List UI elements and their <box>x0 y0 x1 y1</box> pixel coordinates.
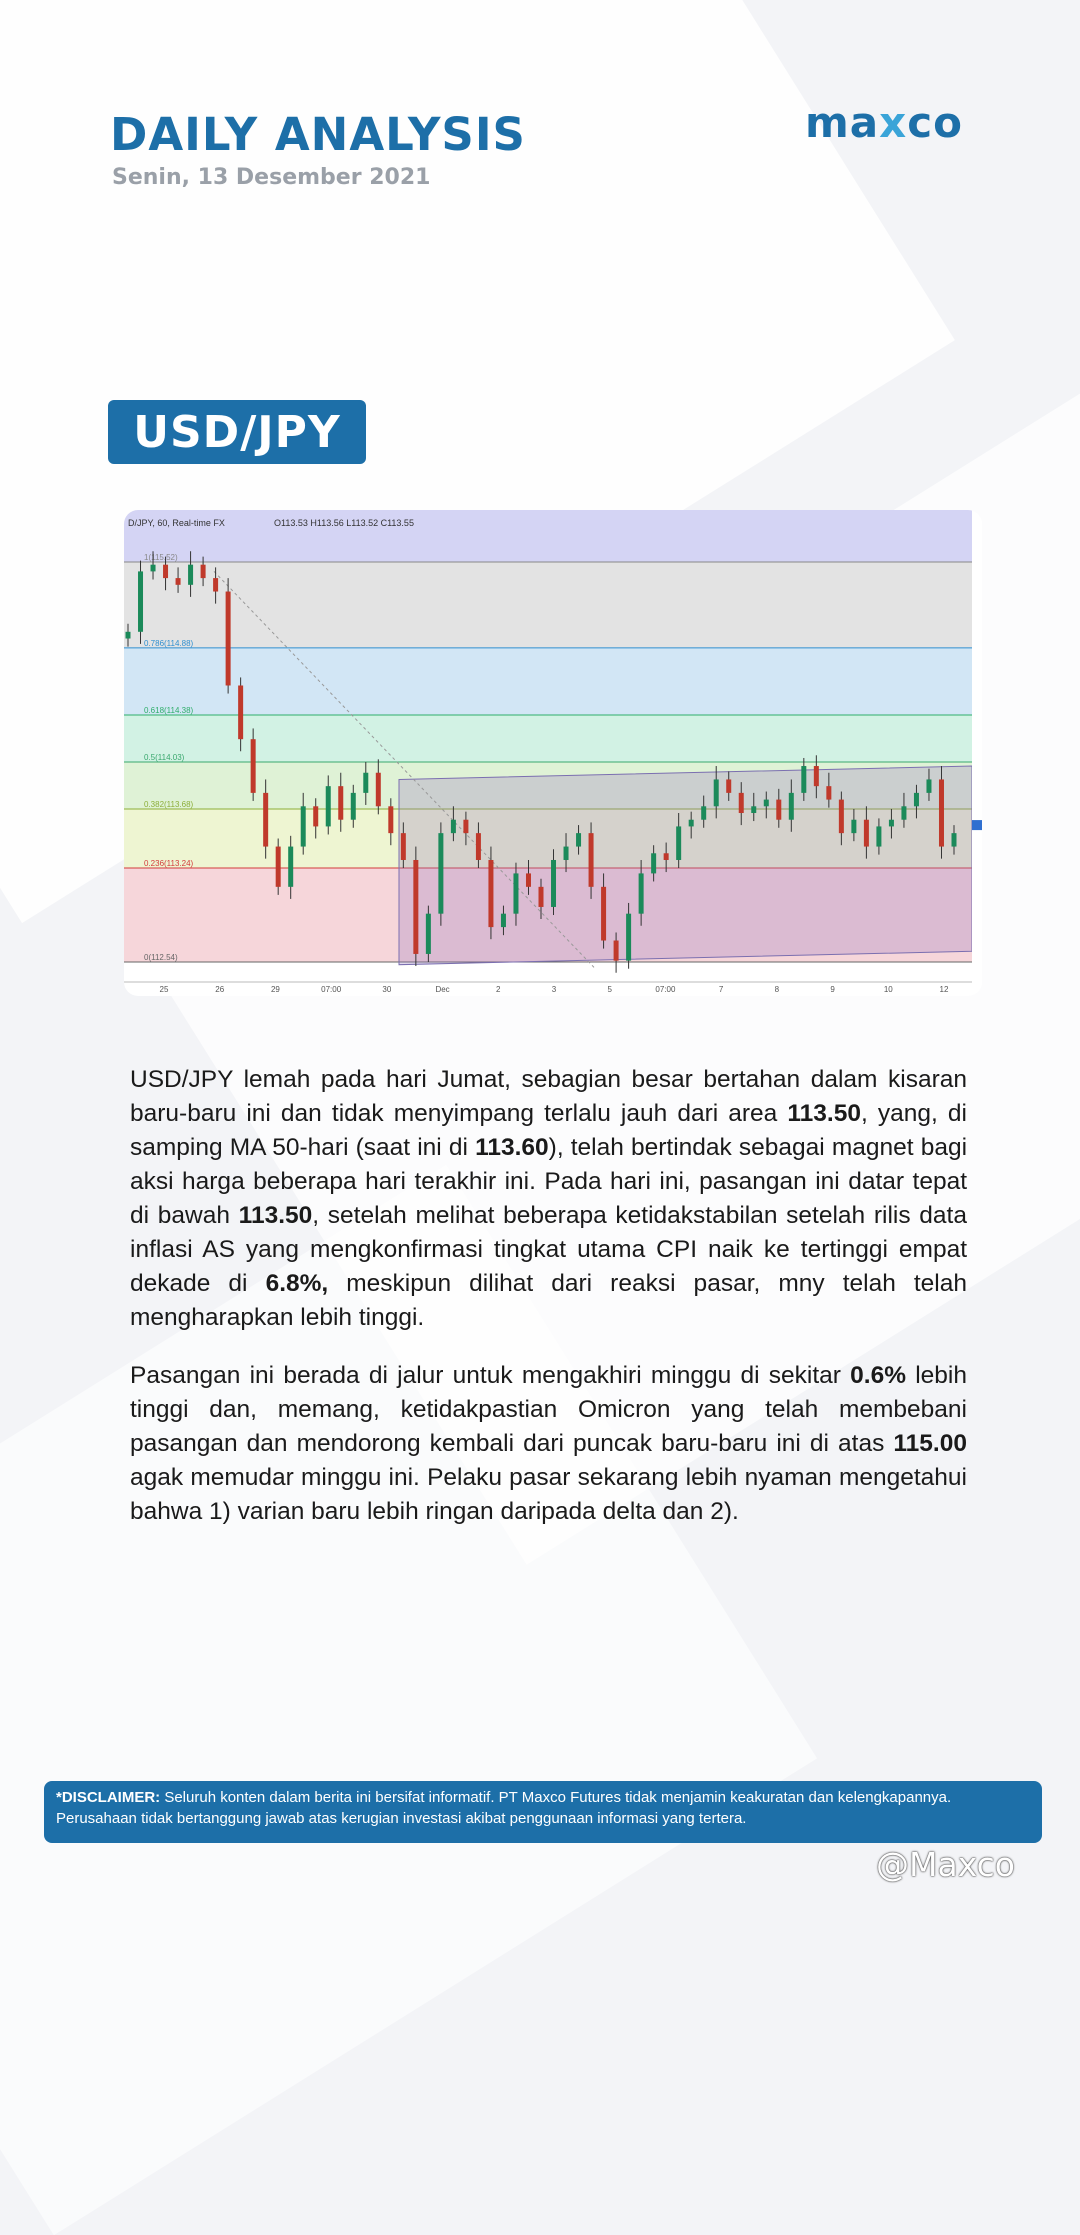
candle-body <box>789 793 794 820</box>
candle-body <box>263 793 268 847</box>
x-tick-label: 12 <box>939 985 949 994</box>
candle-body <box>451 820 456 833</box>
candle-body <box>864 820 869 847</box>
candle-body <box>313 806 318 826</box>
candle-body <box>276 847 281 887</box>
fib-zone <box>124 648 972 715</box>
chart-ohlc: O113.53 H113.56 L113.52 C113.55 <box>274 518 414 528</box>
candle-body <box>413 860 418 954</box>
chart-svg <box>124 510 982 996</box>
candle-body <box>626 914 631 961</box>
page-title: DAILY ANALYSIS <box>110 108 526 161</box>
x-tick-label: 3 <box>551 985 557 994</box>
range-channel <box>399 766 972 965</box>
candle-body <box>701 806 706 819</box>
candle-body <box>651 853 656 873</box>
candle-body <box>363 773 368 793</box>
analysis-article <box>130 1063 967 1553</box>
candle-body <box>901 806 906 819</box>
x-tick-label: 10 <box>883 985 893 994</box>
candle-body <box>151 565 156 572</box>
candle-body <box>726 779 731 792</box>
candle-body <box>926 779 931 792</box>
candle-body <box>251 739 256 793</box>
currency-pair-badge <box>108 400 366 464</box>
candle-body <box>288 847 293 887</box>
candle-body <box>401 833 406 860</box>
candle-body <box>814 766 819 786</box>
candle-body <box>839 800 844 834</box>
candle-body <box>126 632 131 639</box>
candle-body <box>513 873 518 913</box>
report-date: Senin, 13 Desember 2021 <box>112 165 431 190</box>
candle-body <box>539 887 544 907</box>
watermark: @Maxco <box>876 1845 1015 1884</box>
candle-body <box>551 860 556 907</box>
candle-body <box>639 873 644 913</box>
price-chart <box>124 510 982 996</box>
disclaimer-box <box>44 1781 1042 1843</box>
fib-level-label: 0(112.54) <box>144 953 178 962</box>
candle-body <box>488 860 493 927</box>
x-tick-label: 5 <box>607 985 612 994</box>
candle-body <box>751 806 756 813</box>
currency-pair-label: USD/JPY <box>133 406 341 458</box>
x-tick-label: 07:00 <box>321 985 342 994</box>
x-tick-label: Dec <box>435 985 450 994</box>
candle-body <box>876 826 881 846</box>
candle-body <box>589 833 594 887</box>
candle-body <box>388 806 393 833</box>
candle-body <box>952 833 957 846</box>
candle-body <box>438 833 443 914</box>
disclaimer-label: *DISCLAIMER: <box>56 1789 161 1806</box>
article-paragraph-1: USD/JPY lemah pada hari Jumat, sebagian besar bertahan dalam kisaran baru-baru ini dan tidak menyimpang terlalu jauh dari area 113.50, yang, di samping MA 50-hari (saat ini di 113.60), telah bertindak sebagai magnet bagi aksi harga beberapa hari terakhir ini. Pada hari ini, pasangan ini datar tepat di bawah 113.50, setelah melihat beberapa ketidakstabilan setelah rilis data inflasi AS yang mengkonfirmasi tingkat utama CPI naik ke tertinggi empat dekade di 6.8%, meskipun dilihat dari reaksi pasar, mny telah telah mengharapkan lebih tinggi. <box>130 1066 968 1331</box>
x-tick-label: 2 <box>496 985 501 994</box>
candle-body <box>576 833 581 846</box>
price-axis <box>972 510 982 996</box>
candle-body <box>238 685 243 739</box>
candle-body <box>601 887 606 941</box>
candle-body <box>338 786 343 820</box>
candle-body <box>176 578 181 585</box>
candle-body <box>676 826 681 860</box>
current-price-marker <box>972 820 982 830</box>
candle-body <box>526 873 531 886</box>
candle-body <box>689 820 694 827</box>
maxco-logo: maxco <box>805 98 963 147</box>
candle-body <box>889 820 894 827</box>
fib-level-label: 0.5(114.03) <box>144 753 185 762</box>
candle-body <box>776 800 781 820</box>
candle-body <box>664 853 669 860</box>
disclaimer-text: Seluruh konten dalam berita ini bersifat informatif. PT Maxco Futures tidak menjamin keakuratan dan kelengkapannya. Perusahaan tidak bertanggung jawab atas kerugian investasi akibat penggunaan informasi yang tertera. <box>56 1789 952 1827</box>
candle-body <box>188 565 193 585</box>
candle-body <box>564 847 569 860</box>
candle-body <box>739 793 744 813</box>
chart-title: D/JPY, 60, Real-time FX <box>128 518 225 528</box>
candle-body <box>764 800 769 807</box>
candle-body <box>851 820 856 833</box>
candle-body <box>463 820 468 833</box>
candle-body <box>614 941 619 961</box>
chart-header-band <box>124 510 972 562</box>
candle-body <box>326 786 331 826</box>
candle-body <box>501 914 506 927</box>
candle-body <box>376 773 381 807</box>
x-tick-label: 30 <box>382 985 392 994</box>
x-tick-label: 7 <box>718 985 724 994</box>
x-tick-label: 25 <box>159 985 169 994</box>
fib-level-label: 0.236(113.24) <box>144 859 194 869</box>
candle-body <box>301 806 306 846</box>
candle-body <box>351 793 356 820</box>
article-paragraph-2: Pasangan ini berada di jalur untuk mengakhiri minggu di sekitar 0.6% lebih tinggi dan, memang, ketidakpastian Omicron yang telah membebani pasangan dan mendorong kembali dari puncak baru-baru ini di atas 115.00 agak memudar minggu ini. Pelaku pasar sekarang lebih nyaman mengetahui bahwa 1) varian baru lebih ringan daripada delta dan 2). <box>130 1362 967 1525</box>
fib-level-label: 0.786(114.88) <box>144 638 194 648</box>
fib-level-label: 0.382(113.68) <box>144 799 194 809</box>
fib-level-label: 1(115.52) <box>144 553 178 562</box>
candle-body <box>714 779 719 806</box>
candle-body <box>226 592 231 686</box>
candle-body <box>163 565 168 578</box>
candle-body <box>939 779 944 846</box>
x-tick-label: 07:00 <box>655 985 676 994</box>
x-tick-label: 29 <box>270 985 280 994</box>
fib-level-label: 0.618(114.38) <box>144 706 194 716</box>
x-tick-label: 9 <box>830 985 835 994</box>
candle-body <box>826 786 831 799</box>
candle-body <box>426 914 431 954</box>
candle-body <box>138 571 143 631</box>
fib-zone <box>124 562 972 648</box>
candle-body <box>476 833 481 860</box>
candle-body <box>914 793 919 806</box>
candle-body <box>201 565 206 578</box>
candle-body <box>213 578 218 591</box>
x-tick-label: 26 <box>215 985 225 994</box>
x-tick-label: 8 <box>774 985 780 994</box>
candle-body <box>801 766 806 793</box>
